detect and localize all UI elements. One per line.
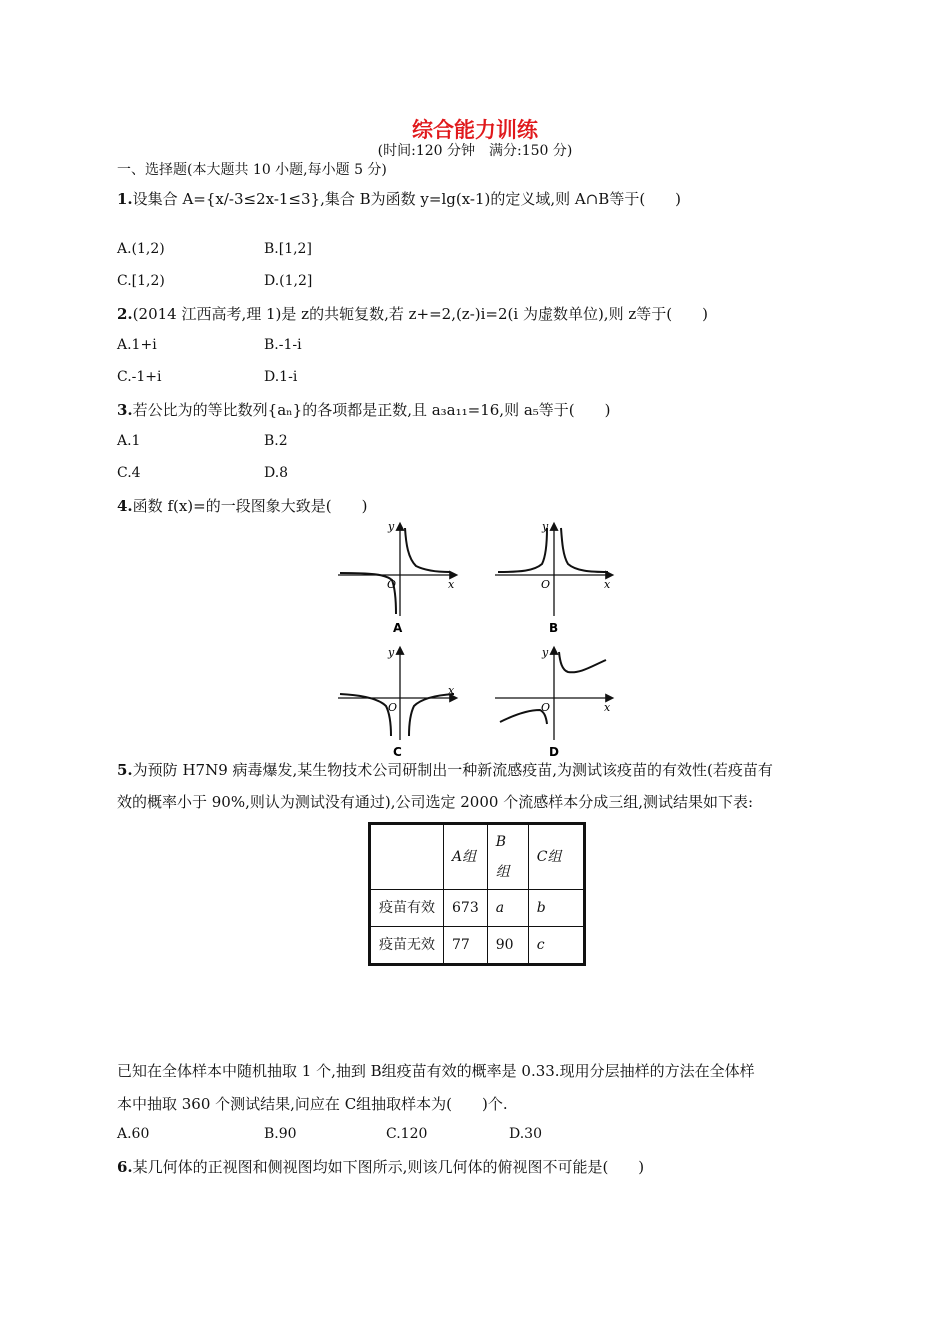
- question-number: 4.: [117, 497, 133, 515]
- q5-option-d: D.30: [509, 1126, 542, 1142]
- graph-c-origin-label: O: [388, 701, 398, 714]
- table-cell: 疫苗无效: [370, 927, 444, 965]
- question-3: [117, 400, 611, 420]
- page-subtitle: (时间:120 分钟 满分:150 分): [377, 143, 573, 159]
- graph-b-origin-label: O: [541, 578, 551, 591]
- q1-option-d: D.(1,2]: [264, 273, 313, 289]
- graph-c-y-label: y: [388, 646, 395, 659]
- q2-option-c: C.-1+i: [117, 369, 162, 385]
- q3-option-c: C.4: [117, 465, 141, 481]
- table-cell: 疫苗有效: [370, 890, 444, 927]
- table-cell: b: [528, 890, 584, 927]
- table-cell: c: [528, 927, 584, 965]
- question-5-after-line-2: 本中抽取 360 个测试结果,问应在 C组抽取样本为( )个.: [117, 1095, 508, 1113]
- table-row: [370, 927, 585, 965]
- table-cell: a: [487, 890, 528, 927]
- graph-c: [338, 646, 456, 759]
- graph-a-y-label: y: [388, 520, 395, 533]
- q1-option-b: B.[1,2]: [264, 241, 312, 257]
- graph-b-x-label: x: [604, 578, 611, 591]
- graph-d-origin-label: O: [541, 701, 551, 714]
- q2-option-b: B.-1-i: [264, 337, 302, 353]
- question-5-after-line-1: 已知在全体样本中随机抽取 1 个,抽到 B组疫苗有效的概率是 0.33.现用分层抽样的方法在全体样: [117, 1062, 755, 1080]
- q2-option-d: D.1-i: [264, 369, 298, 385]
- graph-d: [495, 646, 612, 759]
- question-1: [117, 189, 681, 209]
- table-header-cell: A组: [444, 824, 488, 890]
- question-text: 设集合 A={x/-3≤2x-1≤3},集合 B为函数 y=lg(x-1)的定义域,则 A∩B等于( ): [132, 190, 682, 208]
- graph-b: [495, 520, 612, 635]
- question-number: 1.: [117, 190, 133, 208]
- table-header-cell: C组: [528, 824, 584, 890]
- graph-d-curve-right: [559, 652, 606, 672]
- table-cell: 90: [487, 927, 528, 965]
- table-header-row: [370, 824, 585, 890]
- q5-option-a: A.60: [117, 1126, 150, 1142]
- question-text: 某几何体的正视图和侧视图均如下图所示,则该几何体的俯视图不可能是( ): [132, 1158, 645, 1176]
- question-5-line-2: 效的概率小于 90%,则认为测试没有通过),公司选定 2000 个流感样本分成三组,测试结果如下表:: [117, 793, 754, 811]
- graph-c-curve-left: [340, 694, 391, 736]
- question-number: 3.: [117, 401, 133, 419]
- graph-a-x-label: x: [448, 578, 455, 591]
- q5-option-b: B.90: [264, 1126, 297, 1142]
- graph-d-x-label: x: [604, 701, 611, 714]
- graph-d-letter: D: [549, 745, 559, 759]
- q1-option-c: C.[1,2): [117, 273, 165, 289]
- table-header-cell: B组: [487, 824, 528, 890]
- vaccine-table: [368, 822, 586, 966]
- question-2: [117, 304, 708, 324]
- question-text: 为预防 H7N9 病毒爆发,某生物技术公司研制出一种新流感疫苗,为测试该疫苗的有效性(若疫苗有: [132, 761, 773, 779]
- question-text: 若公比为的等比数列{aₙ}的各项都是正数,且 a₃a₁₁=16,则 a₅等于( ): [132, 401, 611, 419]
- q3-option-d: D.8: [264, 465, 289, 481]
- graph-b-curve-left: [498, 528, 547, 572]
- table-cell: 77: [444, 927, 488, 965]
- graph-a: [338, 520, 456, 635]
- graph-a-curve-right: [405, 528, 450, 572]
- table-cell: 673: [444, 890, 488, 927]
- graph-c-letter: C: [393, 745, 402, 759]
- q1-option-a: A.(1,2): [117, 241, 165, 257]
- graph-b-letter: B: [549, 621, 559, 635]
- q2-option-a: A.1+i: [117, 337, 157, 353]
- question-number: 5.: [117, 761, 133, 779]
- section-heading: 一、选择题(本大题共 10 小题,每小题 5 分): [117, 162, 387, 178]
- graph-c-curve-right: [409, 694, 454, 736]
- graph-b-y-label: y: [542, 520, 549, 533]
- table-header-cell: [370, 824, 444, 890]
- graph-d-y-label: y: [542, 646, 549, 659]
- question-4: [117, 496, 367, 516]
- graph-c-x-label: x: [448, 684, 455, 697]
- graph-a-letter: A: [393, 621, 403, 635]
- graph-b-curve-right: [561, 528, 608, 572]
- page-title: 综合能力训练: [412, 117, 538, 142]
- question-text: (2014 江西高考,理 1)是 z的共轭复数,若 z+=2,(z-)i=2(i 为虚数单位),则 z等于( ): [132, 305, 708, 323]
- question-number: 6.: [117, 1158, 133, 1176]
- question-6: [117, 1157, 644, 1177]
- q3-option-b: B.2: [264, 433, 288, 449]
- table-row: [370, 890, 585, 927]
- question-5-line-1: [117, 760, 773, 780]
- graph-d-curve-left: [500, 710, 547, 724]
- q5-option-c: C.120: [386, 1126, 428, 1142]
- question-text: 函数 f(x)=的一段图象大致是( ): [132, 497, 368, 515]
- question-number: 2.: [117, 305, 133, 323]
- q3-option-a: A.1: [117, 433, 141, 449]
- q4-graphs-figure: [330, 518, 620, 763]
- graph-a-origin-label: O: [387, 578, 397, 591]
